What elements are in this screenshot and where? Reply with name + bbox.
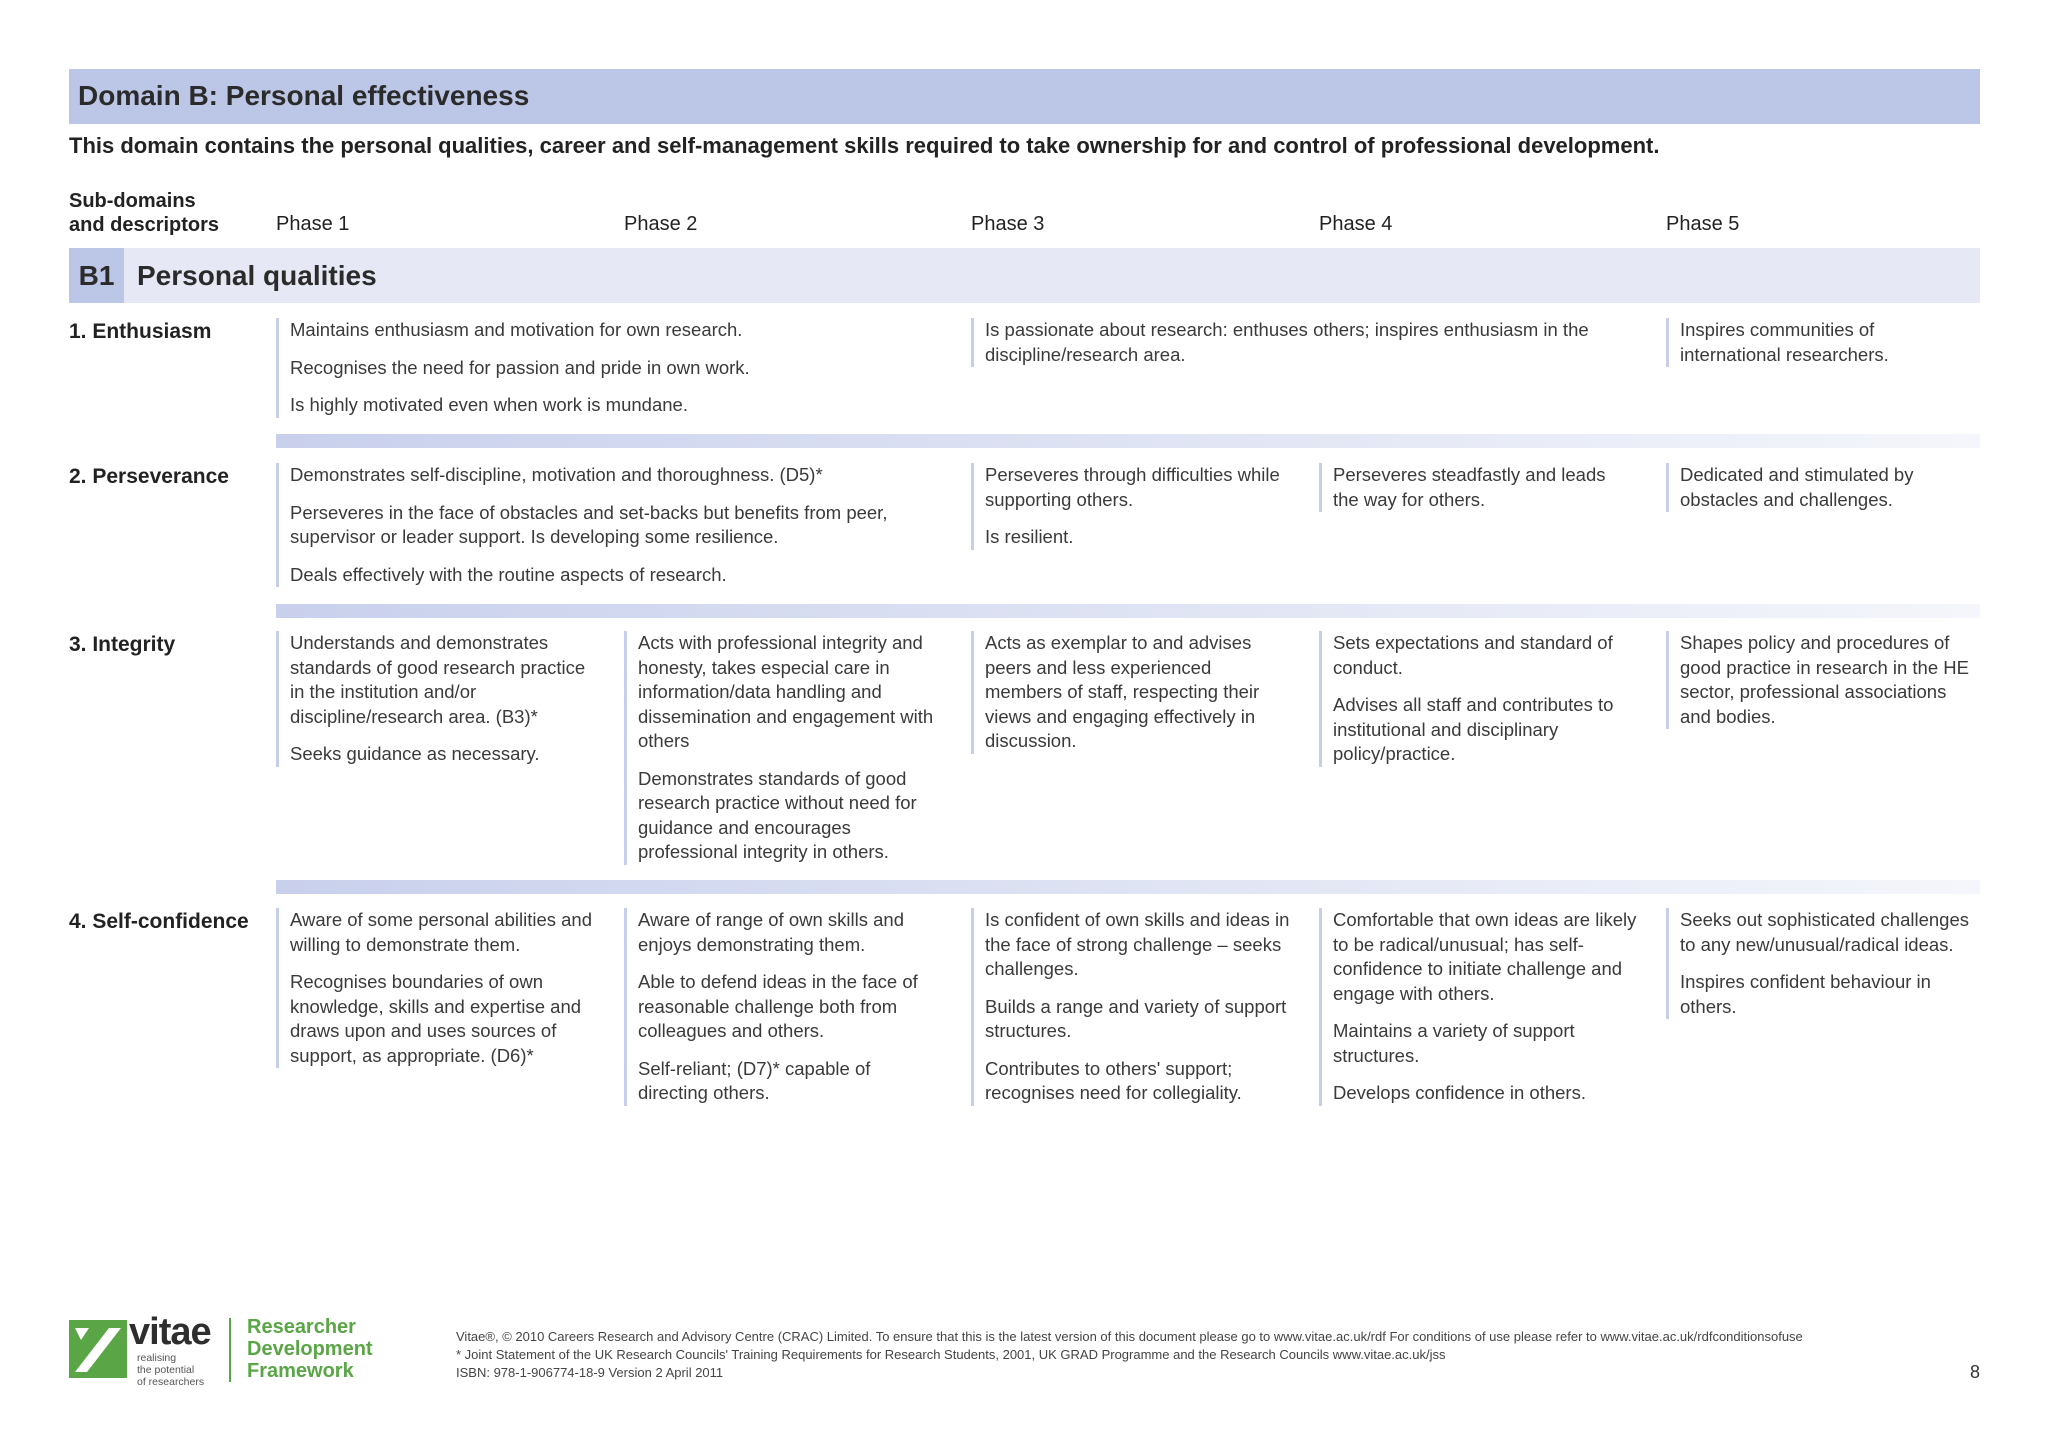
descriptor: Demonstrates self-discipline, motivation and thoroughness. (D5)* (290, 464, 823, 485)
descriptor: Is highly motivated even when work is mundane. (290, 394, 688, 415)
descriptor: Recognises boundaries of own knowledge, skills and expertise and draws upon and uses sources of support, as appropriate. (D6)* (290, 971, 582, 1066)
descriptor: Aware of range of own skills and enjoys demonstrating them. (638, 909, 905, 955)
descriptor: Demonstrates standards of good research practice without need for guidance and encourages professional integrity in others. (638, 767, 917, 862)
copyright-notice: Vitae®, © 2010 Careers Research and Advisory Centre (CRAC) Limited. To ensure that this is the latest version of this document please go to www.vitae.ac.uk/rdf For conditions of use please refer to www.vitae.ac.uk/rdfconditionsofuse (456, 1329, 1803, 1344)
sub-domains-header-line1: Sub-domains (69, 190, 196, 212)
descriptor: Acts with professional integrity and honesty, takes especial care in information/data handling and dissemination and engagement with others (638, 632, 934, 751)
vitae-logo (69, 1311, 379, 1388)
descriptor: Builds a range and variety of support structures. (985, 995, 1287, 1041)
row-separator (276, 880, 1980, 894)
descriptor: Maintains a variety of support structures. (1333, 1020, 1575, 1066)
descriptor: Perseveres through difficulties while supporting others. (985, 464, 1280, 510)
cell-perseverance-phase-1-2 (276, 463, 940, 587)
tagline-line: of researchers (137, 1376, 205, 1388)
descriptor: Inspires communities of international researchers. (1680, 319, 1889, 365)
descriptor: Inspires confident behaviour in others. (1680, 971, 1931, 1017)
cell-self-confidence-phase-5 (1666, 908, 1985, 1019)
descriptor: Is resilient. (985, 526, 1074, 547)
cell-integrity-phase-1 (276, 631, 590, 767)
phase-1-header: Phase 1 (276, 213, 350, 235)
descriptor: Self-reliant; (D7)* capable of directing others. (638, 1057, 871, 1103)
descriptor: Perseveres steadfastly and leads the way for others. (1333, 464, 1606, 510)
descriptor: Acts as exemplar to and advises peers and less experienced members of staff, respecting their views and engaging effectively in discussion. (985, 632, 1260, 751)
cell-integrity-phase-2 (624, 631, 938, 865)
row-label-integrity: 3. Integrity (69, 633, 176, 656)
framework-name (247, 1316, 373, 1382)
domain-title: Domain B: Personal effectiveness (78, 80, 530, 111)
row-label-self-confidence: 4. Self-confidence (69, 910, 249, 933)
descriptor: Recognises the need for passion and pride in own work. (290, 356, 750, 378)
descriptor: Advises all staff and contributes to institutional and disciplinary policy/practice. (1333, 694, 1614, 764)
cell-self-confidence-phase-2 (624, 908, 943, 1106)
descriptor: Develops confidence in others. (1333, 1082, 1586, 1103)
page-number: 8 (1969, 1362, 1980, 1382)
vitae-wordmark: vitae (129, 1311, 211, 1353)
row-label-perseverance: 2. Perseverance (69, 465, 229, 488)
descriptor: Maintains enthusiasm and motivation for own research. (290, 319, 743, 340)
joint-statement-note: * Joint Statement of the UK Research Councils' Training Requirements for Research Students, 2001, UK GRAD Programme and the Research Councils www.vitae.ac.uk/jss (456, 1347, 1446, 1362)
isbn-version: ISBN: 978-1-906774-18-9 Version 2 April 2011 (456, 1365, 724, 1380)
row-label-enthusiasm: 1. Enthusiasm (69, 320, 212, 343)
cell-enthusiasm-phase-1-2 (276, 318, 950, 418)
phase-2-header: Phase 2 (624, 213, 698, 235)
vitae-tagline (137, 1352, 204, 1388)
row-separator (276, 604, 1980, 618)
cell-perseverance-phase-5 (1666, 463, 1970, 512)
cell-perseverance-phase-3 (971, 463, 1295, 550)
cell-self-confidence-phase-1 (276, 908, 595, 1068)
phase-3-header: Phase 3 (971, 213, 1045, 235)
descriptor: Able to defend ideas in the face of reasonable challenge both from colleagues and others. (638, 971, 918, 1041)
descriptor: Seeks guidance as necessary. (290, 743, 540, 764)
descriptor: Deals effectively with the routine aspects of research. (290, 563, 727, 585)
section-code: B1 (69, 248, 124, 303)
cell-integrity-phase-5 (1666, 631, 1980, 729)
cell-enthusiasm-phase-5 (1666, 318, 1970, 367)
descriptor: Seeks out sophisticated challenges to any new/unusual/radical ideas. (1680, 909, 1969, 955)
section-title: Personal qualities (137, 259, 377, 291)
phase-5-header: Phase 5 (1666, 213, 1740, 235)
sub-domains-header (69, 189, 259, 237)
descriptor: Perseveres in the face of obstacles and set-backs but benefits from peer, supervisor or leader support. Is developing some resilience. (290, 501, 888, 547)
cell-self-confidence-phase-4 (1319, 908, 1638, 1106)
framework-name-line: Framework (247, 1360, 354, 1382)
descriptor: Shapes policy and procedures of good practice in research in the HE sector, professional associations and bodies. (1680, 632, 1969, 727)
domain-description: This domain contains the personal qualities, career and self-management skills required to take ownership for and control of professional development. (69, 133, 1660, 158)
cell-perseverance-phase-4 (1319, 463, 1633, 512)
footer-notes (456, 1328, 1803, 1382)
descriptor: Understands and demonstrates standards of good research practice in the institution and/or discipline/research area. (B3)* (290, 632, 586, 727)
vitae-mark-icon (69, 1320, 127, 1378)
descriptor: Dedicated and stimulated by obstacles and challenges. (1680, 464, 1914, 510)
logo-divider (229, 1318, 231, 1382)
framework-name-line: Development (247, 1338, 373, 1360)
descriptor: Aware of some personal abilities and willing to demonstrate them. (290, 909, 592, 955)
framework-name-line: Researcher (247, 1316, 356, 1338)
descriptor: Contributes to others' support; recognises need for collegiality. (985, 1057, 1242, 1103)
descriptor: Is confident of own skills and ideas in the face of strong challenge – seeks challenges. (985, 909, 1290, 979)
tagline-line: the potential (137, 1364, 195, 1376)
cell-enthusiasm-phase-3-4 (971, 318, 1645, 367)
cell-integrity-phase-3 (971, 631, 1285, 754)
cell-integrity-phase-4 (1319, 631, 1633, 767)
tagline-line: realising (137, 1352, 177, 1364)
descriptor: Sets expectations and standard of conduct. (1333, 632, 1613, 678)
descriptor: Comfortable that own ideas are likely to be radical/unusual; has self-confidence to initiate challenge and engage with others. (1333, 909, 1637, 1004)
sub-domains-header-line2: and descriptors (69, 214, 220, 236)
phase-4-header: Phase 4 (1319, 213, 1393, 235)
row-separator (276, 434, 1980, 448)
descriptor: Is passionate about research: enthuses others; inspires enthusiasm in the discipline/research area. (985, 319, 1589, 365)
cell-self-confidence-phase-3 (971, 908, 1290, 1106)
